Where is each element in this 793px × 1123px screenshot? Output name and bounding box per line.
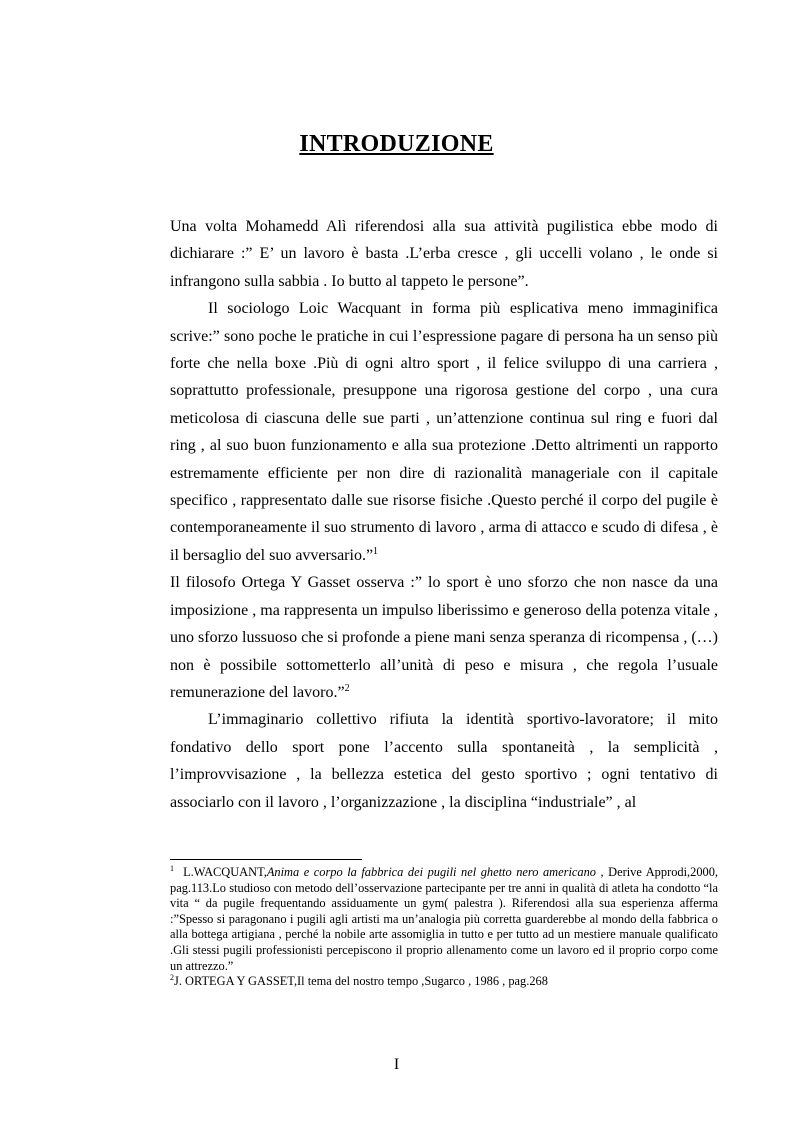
footnote-1-mark: 1 <box>170 864 174 873</box>
paragraph-1 <box>170 213 718 295</box>
footnote-2 <box>170 974 718 990</box>
paragraph-3-text: Il filosofo Ortega Y Gasset osserva :” lo sport è uno sforzo che non nasce da una imposizione , ma rappresenta un impulso liberissimo e generoso della potenza vitale , uno sforzo lussuoso che si profonde a piene mani senza speranza di ricompensa , (…) non è possibile sottometterlo all’unità di peso e misura , che regola l’usuale remunerazione del lavoro.” <box>170 574 718 701</box>
paragraph-3 <box>170 569 718 706</box>
paragraph-1-text: Una volta Mohamedd Alì riferendosi alla sua attività pugilistica ebbe modo di dichiarare :” E’ un lavoro è basta .L’erba cresce , gli uccelli volano , le onde si infrangono sulla sabbia . Io butto al tappeto le persone”. <box>170 218 718 290</box>
footnote-ref-1[interactable]: 1 <box>373 545 379 557</box>
footnote-1-work: Anima e corpo la fabbrica dei pugili nel ghetto nero americano , <box>266 865 604 879</box>
footnote-2-text: J. ORTEGA Y GASSET,Il tema del nostro tempo ,Sugarco , 1986 , pag.268 <box>174 974 548 989</box>
paragraph-4-text: L’immaginario collettivo rifiuta la identità sportivo-lavoratore; il mito fondativo dello sport pone l’accento sulla spontaneità , la semplicità , l’improvvisazione , la bellezza estetica del gesto sportivo ; ogni tentativo di associarlo con il lavoro , l’organizzazione , la disciplina “industriale” , al <box>170 711 718 811</box>
footnote-2-mark: 2 <box>170 973 174 983</box>
footnotes <box>170 865 718 990</box>
footnote-ref-2[interactable]: 2 <box>344 682 350 694</box>
paragraph-4 <box>170 706 718 816</box>
footnote-1-author: L.WACQUANT, <box>183 865 267 879</box>
page-number: I <box>393 1056 400 1073</box>
footnote-1 <box>170 865 718 974</box>
body-text <box>170 213 718 816</box>
footnote-1-text: Derive Approdi,2000, pag.113.Lo studioso con metodo dell’osservazione partecipante per tre anni in qualità di atleta ha condotto “la vita “ da pugile frequentando assiduamente un gym( palestra ). Riferendosi alla sua esperienza afferma :”Spesso si paragonano i pugili agli artisti ma un’analogia più corretta guarderebbe al mondo della fabbrica o alla bottega artigiana , perché la nobile arte assomiglia in tutto e per tutto ad un mestiere manuale qualificato .Gli stessi pugili professionisti percepiscono il proprio allenamento come un lavoro ed il proprio corpo come un attrezzo.” <box>170 865 718 973</box>
page-title: INTRODUZIONE <box>299 131 494 157</box>
footnote-separator <box>170 859 362 860</box>
paragraph-2 <box>170 295 718 569</box>
paragraph-2-text: Il sociologo Loic Wacquant in forma più esplicativa meno immaginifica scrive:” sono poche le pratiche in cui l’espressione pagare di persona ha un senso più forte che nella boxe .Più di ogni altro sport , il felice sviluppo di una carriera , soprattutto professionale, presuppone una rigorosa gestione del corpo , una cura meticolosa di ciascuna delle sue parti , un’attenzione continua sul ring e fuori dal ring , al suo buon funzionamento e alla sua protezione .Detto altrimenti un rapporto estremamente efficiente per non dire di razionalità manageriale con il capitale specifico , rappresentato dalle sue risorse fisiche .Questo perché il corpo del pugile è contemporaneamente il suo strumento di lavoro , arma di attacco e scudo di difesa , è il bersaglio del suo avversario.” <box>170 300 718 564</box>
